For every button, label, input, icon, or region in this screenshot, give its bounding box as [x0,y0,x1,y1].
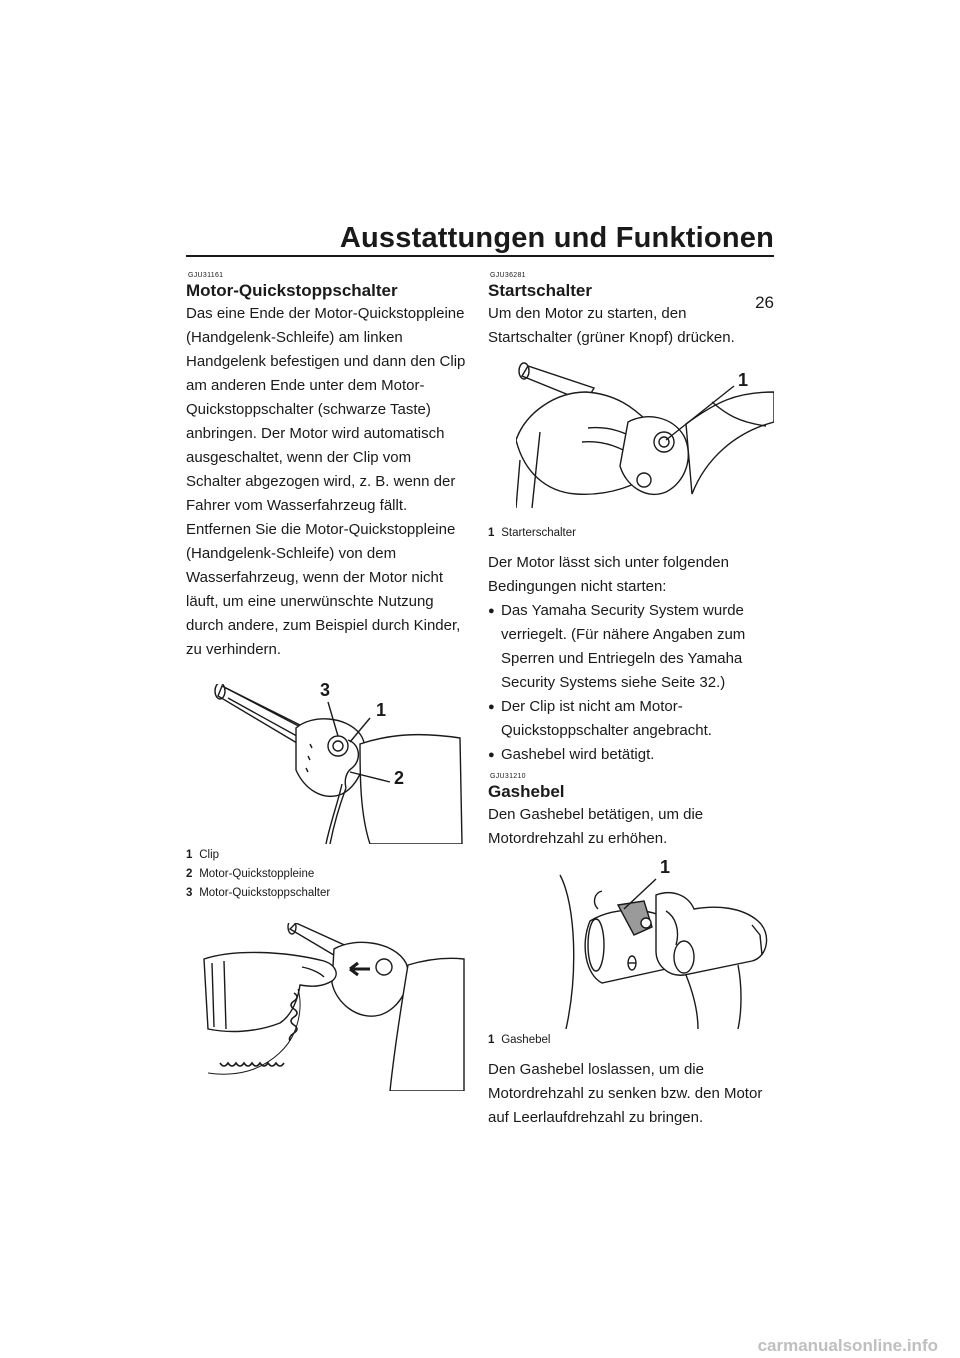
list-item: ● Der Clip ist nicht am Motor-Quickstoppschalter angebracht. [488,695,774,743]
figure-callout-1: 1 [660,857,671,877]
page-title: Ausstattungen und Funktionen [339,222,774,254]
section-body-start-switch: Um den Motor zu starten, den Startschalter (grüner Knopf) drücken. [488,305,735,346]
clip-attach-illustration [194,923,466,1091]
start-conditions-intro: Der Motor lässt sich unter folgenden Bedingungen nicht starten: [488,554,729,595]
list-item: ● Gashebel wird betätigt. [488,743,774,767]
right-column [488,272,774,1130]
legend-item: 3 Motor-Quickstoppschalter [186,887,331,899]
section-body-throttle: Den Gashebel betätigen, um die Motordrehzahl zu erhöhen. [488,806,704,847]
figure-callout-1: 1 [376,700,387,720]
kill-switch-illustration [210,684,466,844]
throttle-illustration [516,865,774,1029]
section-heading-kill-switch: Motor-Quickstoppschalter [186,281,398,300]
list-item: ● Das Yamaha Security System wurde verriegelt. (Für nähere Angaben zum Sperren und Entriegeln des Yamaha Security Systems siehe Seite 32.) [488,599,774,695]
figure-callout-1: 1 [738,370,749,390]
figure-clip-attach [194,923,466,1091]
figure-legend-kill-switch [186,846,466,903]
page-number: 26 [755,293,774,312]
section-code: GJU36281 [490,272,526,279]
figure-legend-throttle [488,1031,774,1050]
section-heading-start-switch: Startschalter [488,281,592,300]
section-heading-throttle: Gashebel [488,782,565,801]
legend-item: 1 Clip [186,849,220,861]
figure-callout-2: 2 [394,768,405,788]
section-body-throttle-release: Den Gashebel loslassen, um die Motordrehzahl zu senken bzw. den Motor auf Leerlaufdrehzahl zu bringen. [488,1061,763,1126]
start-conditions-list [488,599,774,767]
legend-item: 1 Gashebel [488,1034,551,1046]
figure-legend-start-switch [488,524,774,543]
title-rule [186,255,774,257]
figure-kill-switch [210,680,466,844]
figure-throttle [516,857,774,1029]
figure-callout-3: 3 [320,680,331,700]
watermark: carmanualsonline.info [757,1336,938,1355]
legend-item: 2 Motor-Quickstoppleine [186,868,315,880]
left-column [186,272,466,1091]
section-code: GJU31210 [490,773,526,780]
figure-start-switch [516,362,774,522]
legend-item: 1 Starterschalter [488,527,576,539]
section-body-kill-switch: Das eine Ende der Motor-Quickstoppleine (Handgelenk-Schleife) am linken Handgelenk befestigen und dann den Clip am anderen Ende unter dem Motor-Quickstoppschalter (schwarze Taste) anbringen. Der Motor wird automatisch ausgeschaltet, wenn der Clip vom Schalter abgezogen wird, z. B. wenn der Fahrer vom Wasserfahrzeug fällt. Entfernen Sie die Motor-Quickstoppleine (Handgelenk-Schleife) von dem Wasserfahrzeug, wenn der Motor nicht läuft, um eine unerwünschte Nutzung durch andere, zum Beispiel durch Kinder, zu verhindern. [186,305,466,658]
section-code: GJU31161 [188,272,224,279]
start-switch-illustration [516,362,774,522]
